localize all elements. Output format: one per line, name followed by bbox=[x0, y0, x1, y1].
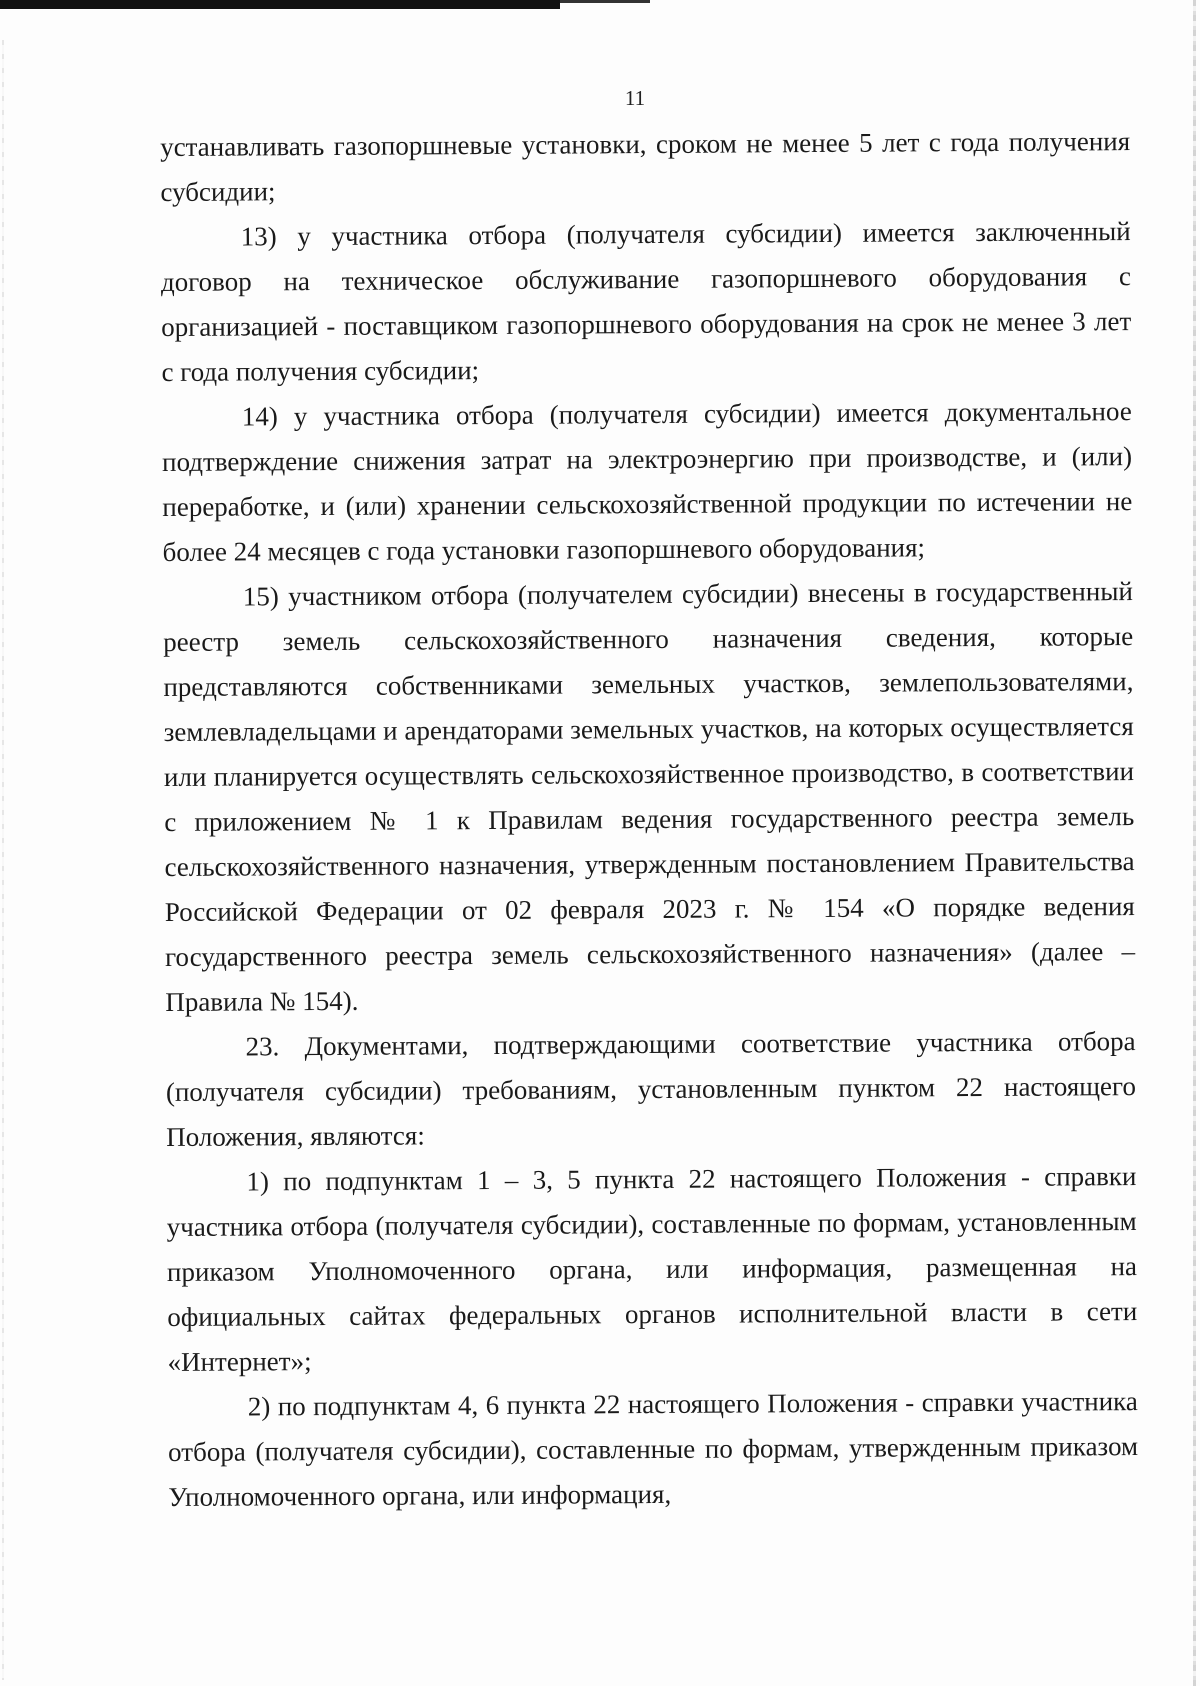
scan-top-edge-thin bbox=[560, 0, 650, 3]
scan-top-edge bbox=[0, 0, 560, 9]
paragraph-23-1: 1) по подпунктам 1 – 3, 5 пункта 22 настоящего Положения - справки участника отбора (получателя субсидии), составленные по формам, установленным приказом Уполномоченного органа, или информация, размещенная на официальных сайтах федеральных органов исполнительной власти в сети «Интернет»; bbox=[166, 1161, 1138, 1377]
document-body bbox=[160, 119, 1139, 1520]
paragraph-23: 23. Документами, подтверждающими соответствие участника отбора (получателя субсидии) требованиям, установленным пунктом 22 настоящего Положения, являются: bbox=[165, 1026, 1136, 1152]
scan-right-edge bbox=[1193, 0, 1196, 1686]
paragraph-15: 15) участником отбора (получателем субсидии) внесены в государственный реестр земель сельскохозяйственного назначения сведения, которые представляются собственниками земельных участков, землепользователями, землевладельцами и арендаторами земельных участков, на которых осуществляется или планируется осуществлять сельскохозяйственное производство, в соответствии с приложением № 1 к Правилам ведения государственного реестра земель сельскохозяйственного назначения, утвержденным постановлением Правительства Российской Федерации от 02 февраля 2023 г. № 154 «О порядке ведения государственного реестра земель сельскохозяйственного назначения» (далее – Правила № 154). bbox=[163, 576, 1136, 1017]
page-number: 11 bbox=[624, 86, 646, 110]
paragraph-continued: устанавливать газопоршневые установки, сроком не менее 5 лет с года получения субсидии; bbox=[160, 126, 1131, 207]
scan-left-edge bbox=[2, 40, 4, 1680]
paragraph-13: 13) у участника отбора (получателя субсидии) имеется заключенный договор на техническое обслуживание газопоршневого оборудования с организацией - поставщиком газопоршневого оборудования на срок не менее 3 лет с года получения субсидии; bbox=[160, 216, 1132, 387]
paragraph-23-2: 2) по подпунктам 4, 6 пункта 22 настоящего Положения - справки участника отбора (получателя субсидии), составленные по формам, утвержденным приказом Уполномоченного органа, или информация, bbox=[168, 1386, 1139, 1512]
paragraph-14: 14) у участника отбора (получателя субсидии) имеется документальное подтверждение снижения затрат на электроэнергию при производстве, и (или) переработке, и (или) хранении сельскохозяйственной продукции по истечении не более 24 месяцев с года установки газопоршневого оборудования; bbox=[161, 396, 1133, 567]
